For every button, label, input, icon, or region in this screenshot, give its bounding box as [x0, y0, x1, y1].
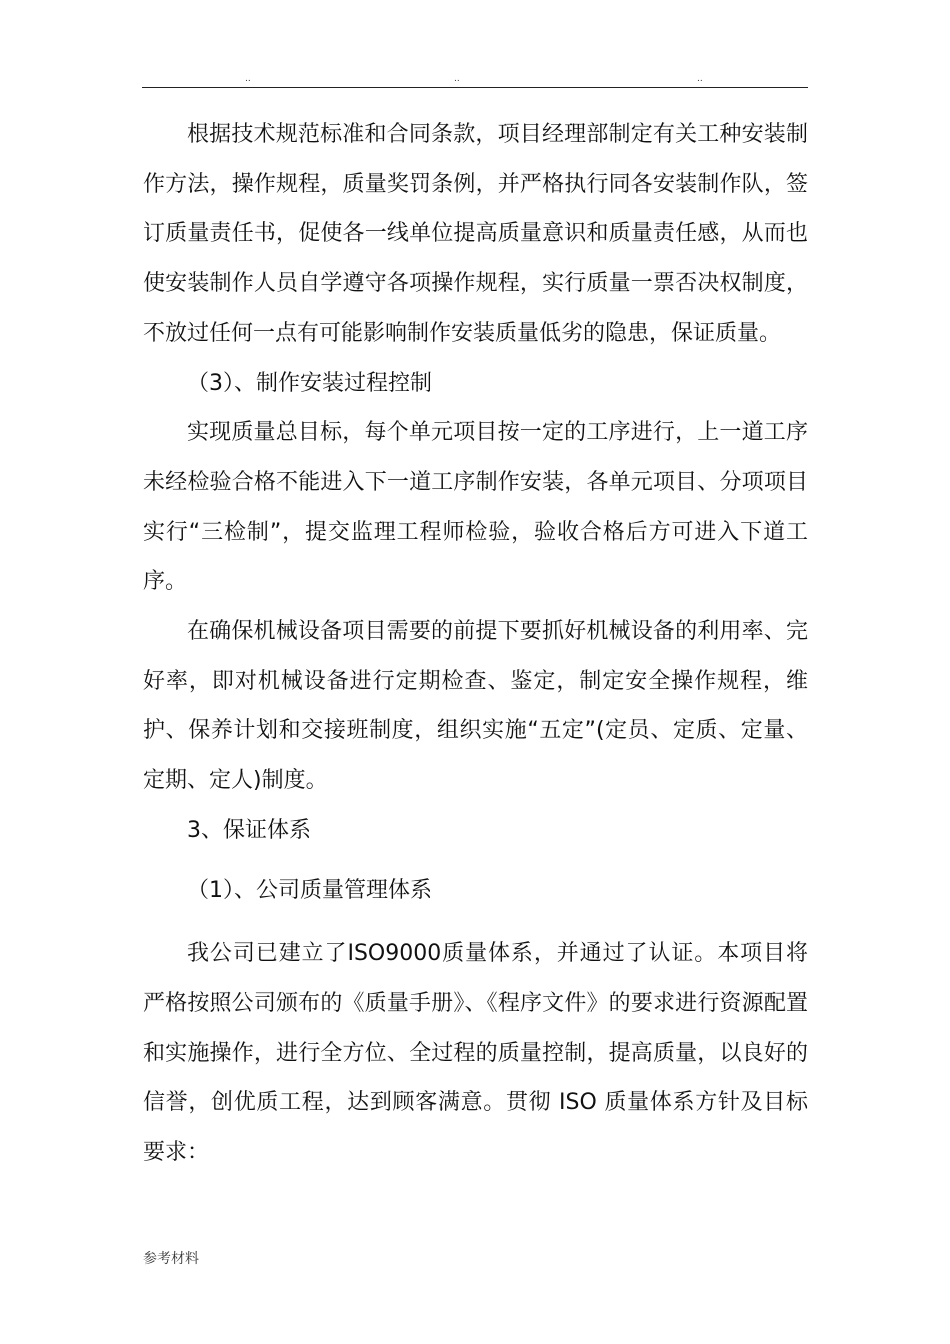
section-heading-process-control: （3）、制作安装过程控制 — [187, 370, 432, 396]
section-heading-assurance-system: 3、保证体系 — [187, 817, 311, 843]
document-body — [143, 110, 808, 1178]
header-mark: .. — [454, 74, 460, 84]
paragraph-process-control: 实现质量总目标，每个单元项目按一定的工序进行，上一道工序未经检验合格不能进入下一道工序制作安装，各单元项目、分项项目实行“三检制”，提交监理工程师检验，验收合格后方可进入下道工序。 — [143, 420, 808, 595]
paragraph-quality-rules: 根据技术规范标准和合同条款，项目经理部制定有关工种安装制作方法，操作规程，质量奖罚条例，并严格执行同各安装制作队，签订质量责任书，促使各一线单位提高质量意识和质量责任感，从而也使安装制作人员自学遵守各项操作规程，实行质量一票否决权制度，不放过任何一点有可能影响制作安装质量低劣的隐患，保证质量。 — [143, 122, 808, 346]
header-mark: .. — [697, 74, 703, 84]
paragraph-iso-system: 我公司已建立了ISO9000质量体系，并通过了认证。本项目将严格按照公司颁布的《质量手册》、《程序文件》的要求进行资源配置和实施操作，进行全方位、全过程的质量控制，提高质量，以良好的信誉，创优质工程，达到顾客满意。贯彻 ISO 质量体系方针及目标要求： — [143, 941, 808, 1166]
section-heading-company-quality-system: （1）、公司质量管理体系 — [187, 877, 432, 903]
paragraph-equipment-management: 在确保机械设备项目需要的前提下要抓好机械设备的利用率、完好率，即对机械设备进行定期检查、鉴定，制定安全操作规程，维护、保养计划和交接班制度，组织实施“五定”(定员、定质、定量、定期、定人)制度。 — [143, 619, 808, 794]
header-rule — [142, 87, 808, 88]
header-mark: .. — [245, 74, 251, 84]
page-header-marks — [142, 70, 808, 86]
page-footer-label: 参考材料 — [143, 1251, 199, 1267]
